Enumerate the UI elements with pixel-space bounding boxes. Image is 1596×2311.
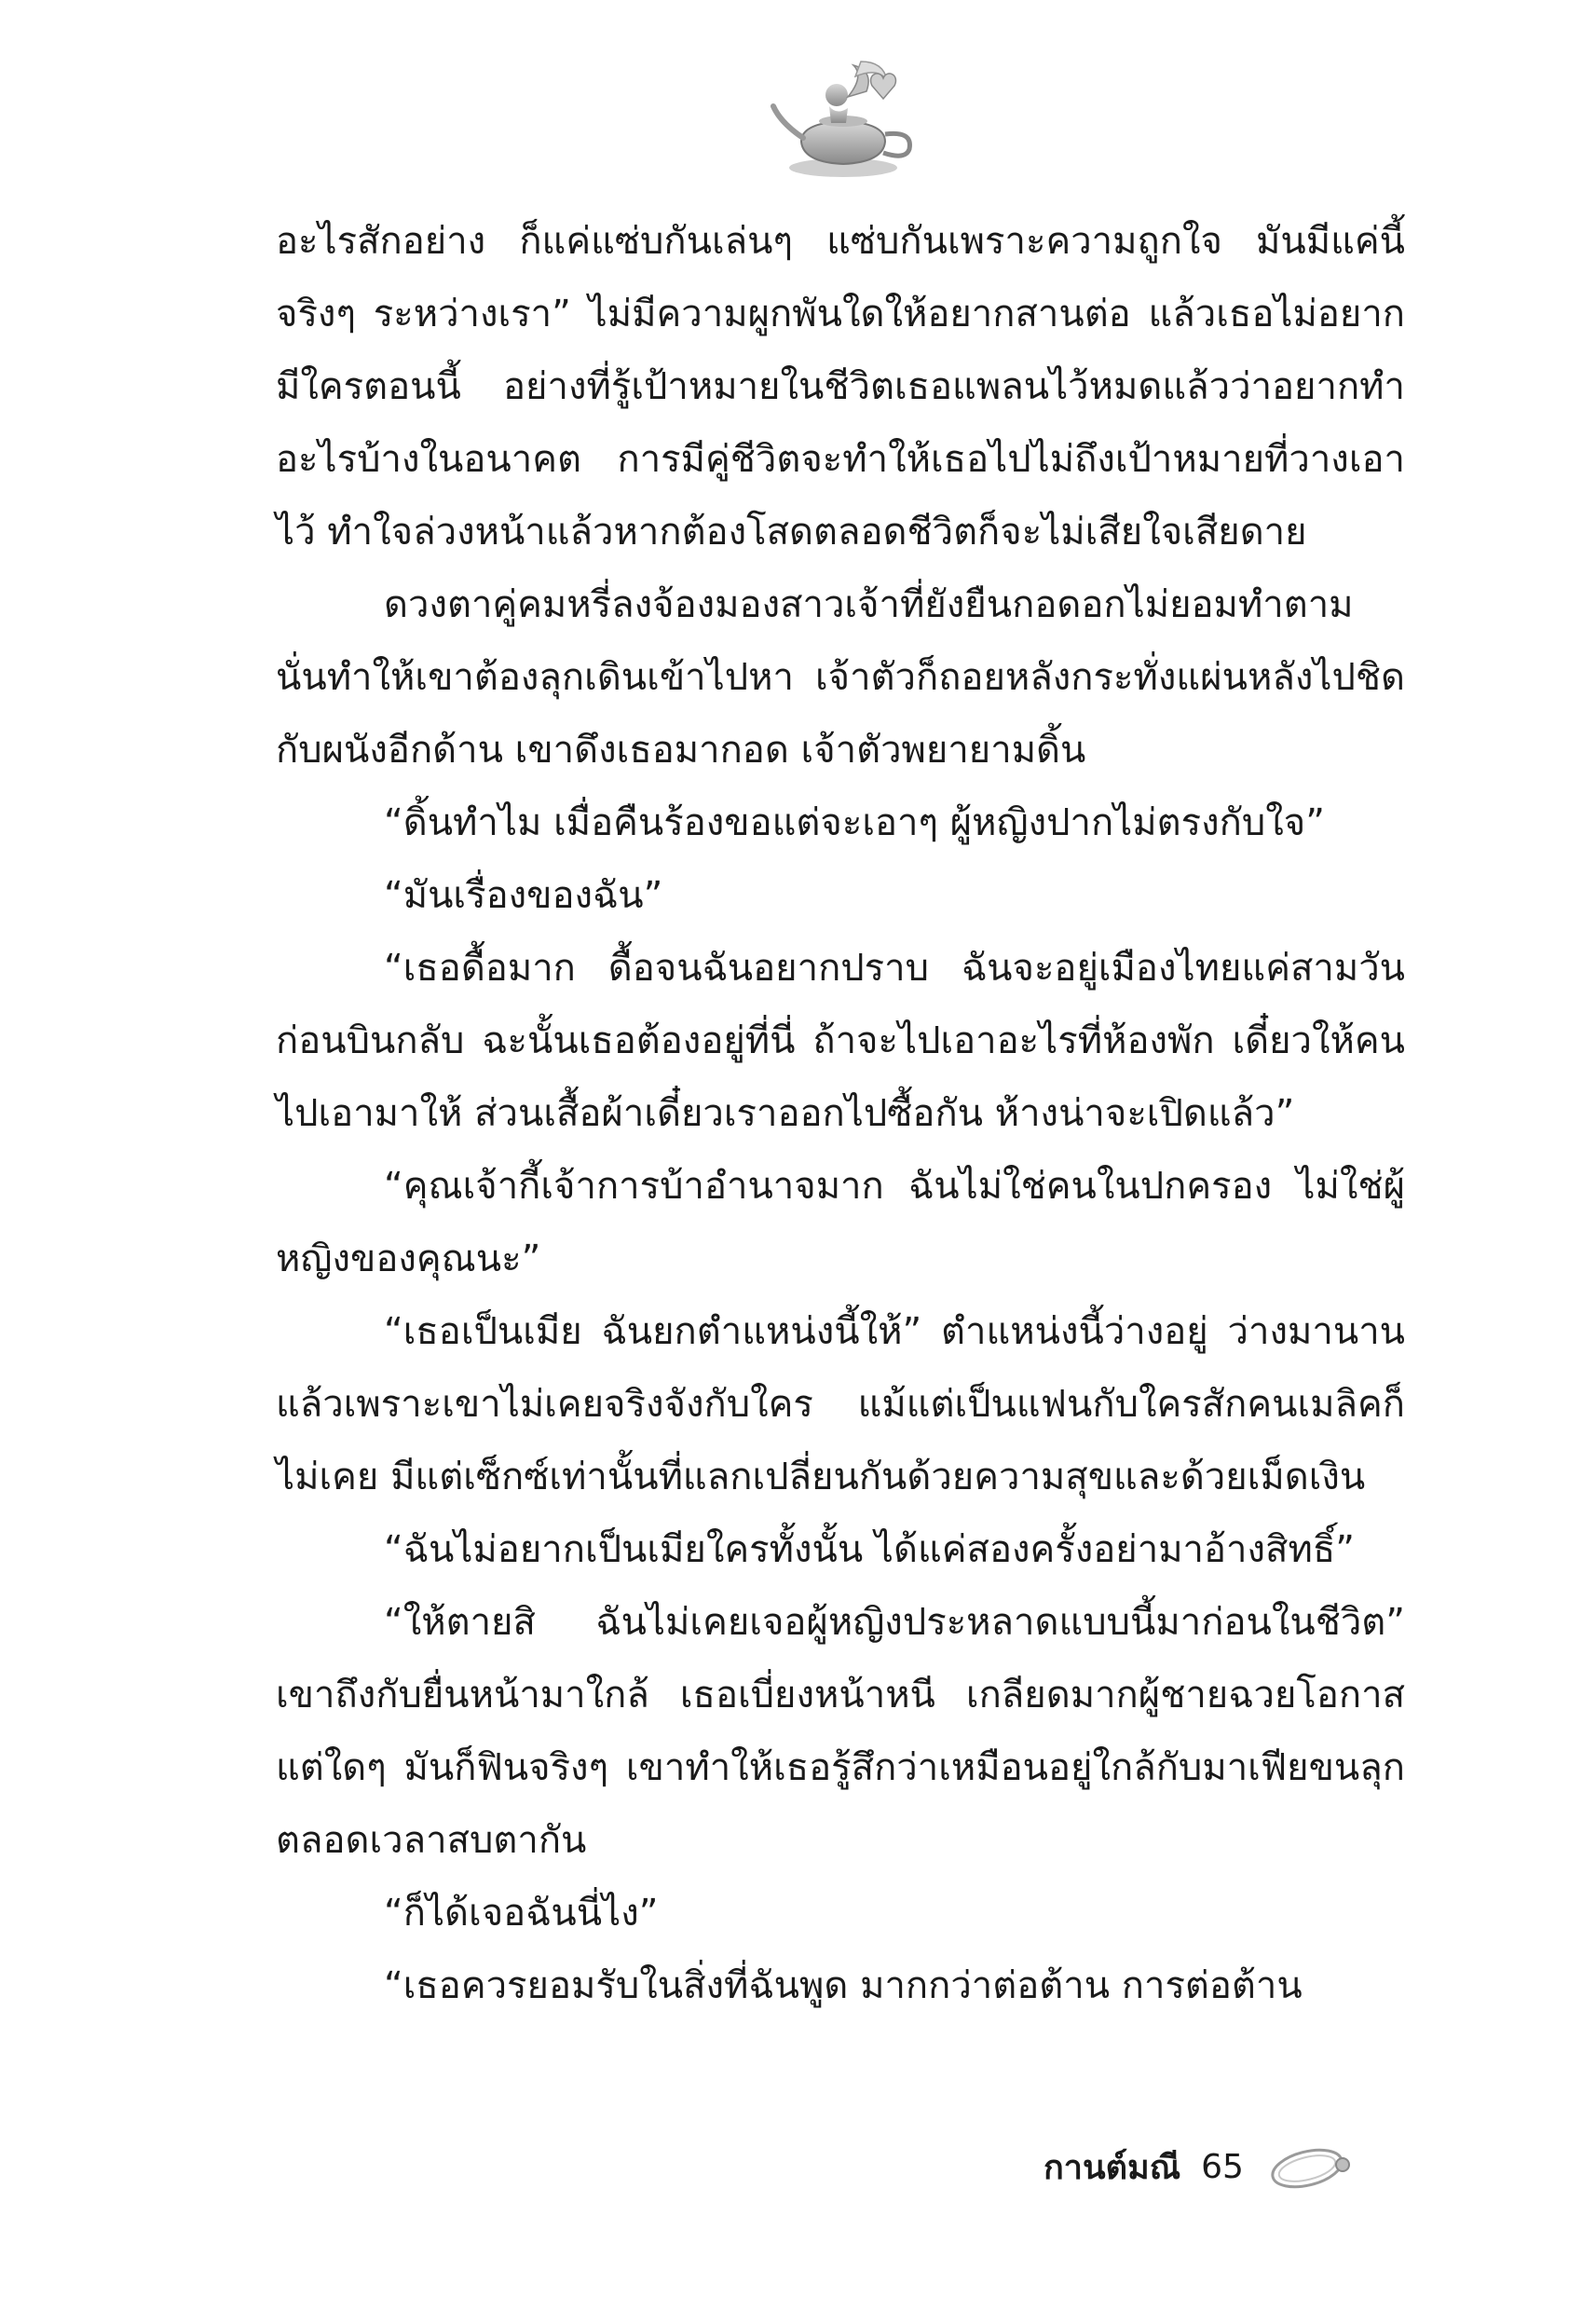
paragraph: “ให้ตายสิ ฉันไม่เคยเจอผู้หญิงประหลาดแบบนี้มาก่อนในชีวิต” เขาถึงกับยื่นหน้ามาใกล้ เธอเบี่ยงหน้าหนี เกลียดมากผู้ชายฉวยโอกาสแต่ใดๆ มันก็ฟินจริงๆ เขาทำให้เธอรู้สึกว่าเหมือนอยู่ใกล้กับมาเฟียขนลุกตลอดเวลาสบตากัน — [276, 1601, 1405, 1862]
paragraph: “เธอควรยอมรับในสิ่งที่ฉันพูด มากกว่าต่อต้าน การต่อต้าน — [384, 1964, 1303, 2007]
paragraph: อะไรสักอย่าง ก็แค่แซ่บกันเล่นๆ แซ่บกันเพราะความถูกใจ มันมีแค่นี้จริงๆ ระหว่างเรา” ไม่มีความผูกพันใดให้อยากสานต่อ แล้วเธอไม่อยากมีใครตอนนี้ อย่างที่รู้เป้าหมายในชีวิตเธอแพลนไว้หมดแล้วว่าอยากทำอะไรบ้างในอนาคต การมีคู่ชีวิตจะทำให้เธอไปไม่ถึงเป้าหมายที่วางเอาไว้ ทำใจล่วงหน้าแล้วหากต้องโสดตลอดชีวิตก็จะไม่เสียใจเสียดาย — [276, 220, 1405, 554]
paragraph: “เธอเป็นเมีย ฉันยกตำแหน่งนี้ให้” ตำแหน่งนี้ว่างอยู่ ว่างมานานแล้วเพราะเขาไม่เคยจริงจังกับใคร แม้แต่เป็นแฟนกับใครสักคนเมลิคก็ไม่เคย มีแต่เซ็กซ์เท่านั้นที่แลกเปลี่ยนกันด้วยความสุขและด้วยเม็ดเงิน — [276, 1310, 1405, 1498]
paragraph: ดวงตาคู่คมหรี่ลงจ้องมองสาวเจ้าที่ยังยืนกอดอกไม่ยอมทำตาม นั่นทำให้เขาต้องลุกเดินเข้าไปหา เจ้าตัวก็ถอยหลังกระทั่งแผ่นหลังไปชิดกับผนังอีกด้าน เขาดึงเธอมากอด เจ้าตัวพยายามดิ้น — [276, 583, 1405, 772]
footer-author-name: กานต์มณี — [1044, 2148, 1181, 2187]
paragraph: “คุณเจ้ากี้เจ้าการบ้าอำนาจมาก ฉันไม่ใช่คนในปกครอง ไม่ใช่ผู้หญิงของคุณนะ” — [276, 1165, 1405, 1280]
page-footer — [1044, 2129, 1435, 2204]
paragraph: “ก็ได้เจอฉันนี่ไง” — [384, 1892, 659, 1935]
page-number: 65 — [1201, 2147, 1244, 2186]
body-text — [276, 205, 1405, 2022]
teapot-cupid-ornament-icon — [764, 48, 922, 188]
ring-ornament-icon — [1264, 2140, 1357, 2193]
paragraph: “ดิ้นทำไม เมื่อคืนร้องขอแต่จะเอาๆ ผู้หญิงปากไม่ตรงกับใจ” — [384, 801, 1325, 844]
paragraph: “เธอดื้อมาก ดื้อจนฉันอยากปราบ ฉันจะอยู่เมืองไทยแค่สามวันก่อนบินกลับ ฉะนั้นเธอต้องอยู่ที่นี่ ถ้าจะไปเอาอะไรที่ห้องพัก เดี๋ยวให้คนไปเอามาให้ ส่วนเสื้อผ้าเดี๋ยวเราออกไปซื้อกัน ห้างน่าจะเปิดแล้ว” — [276, 947, 1405, 1135]
paragraph: “ฉันไม่อยากเป็นเมียใครทั้งนั้น ได้แค่สองครั้งอย่ามาอ้างสิทธิ์” — [384, 1528, 1355, 1571]
paragraph: “มันเรื่องของฉัน” — [384, 874, 663, 917]
